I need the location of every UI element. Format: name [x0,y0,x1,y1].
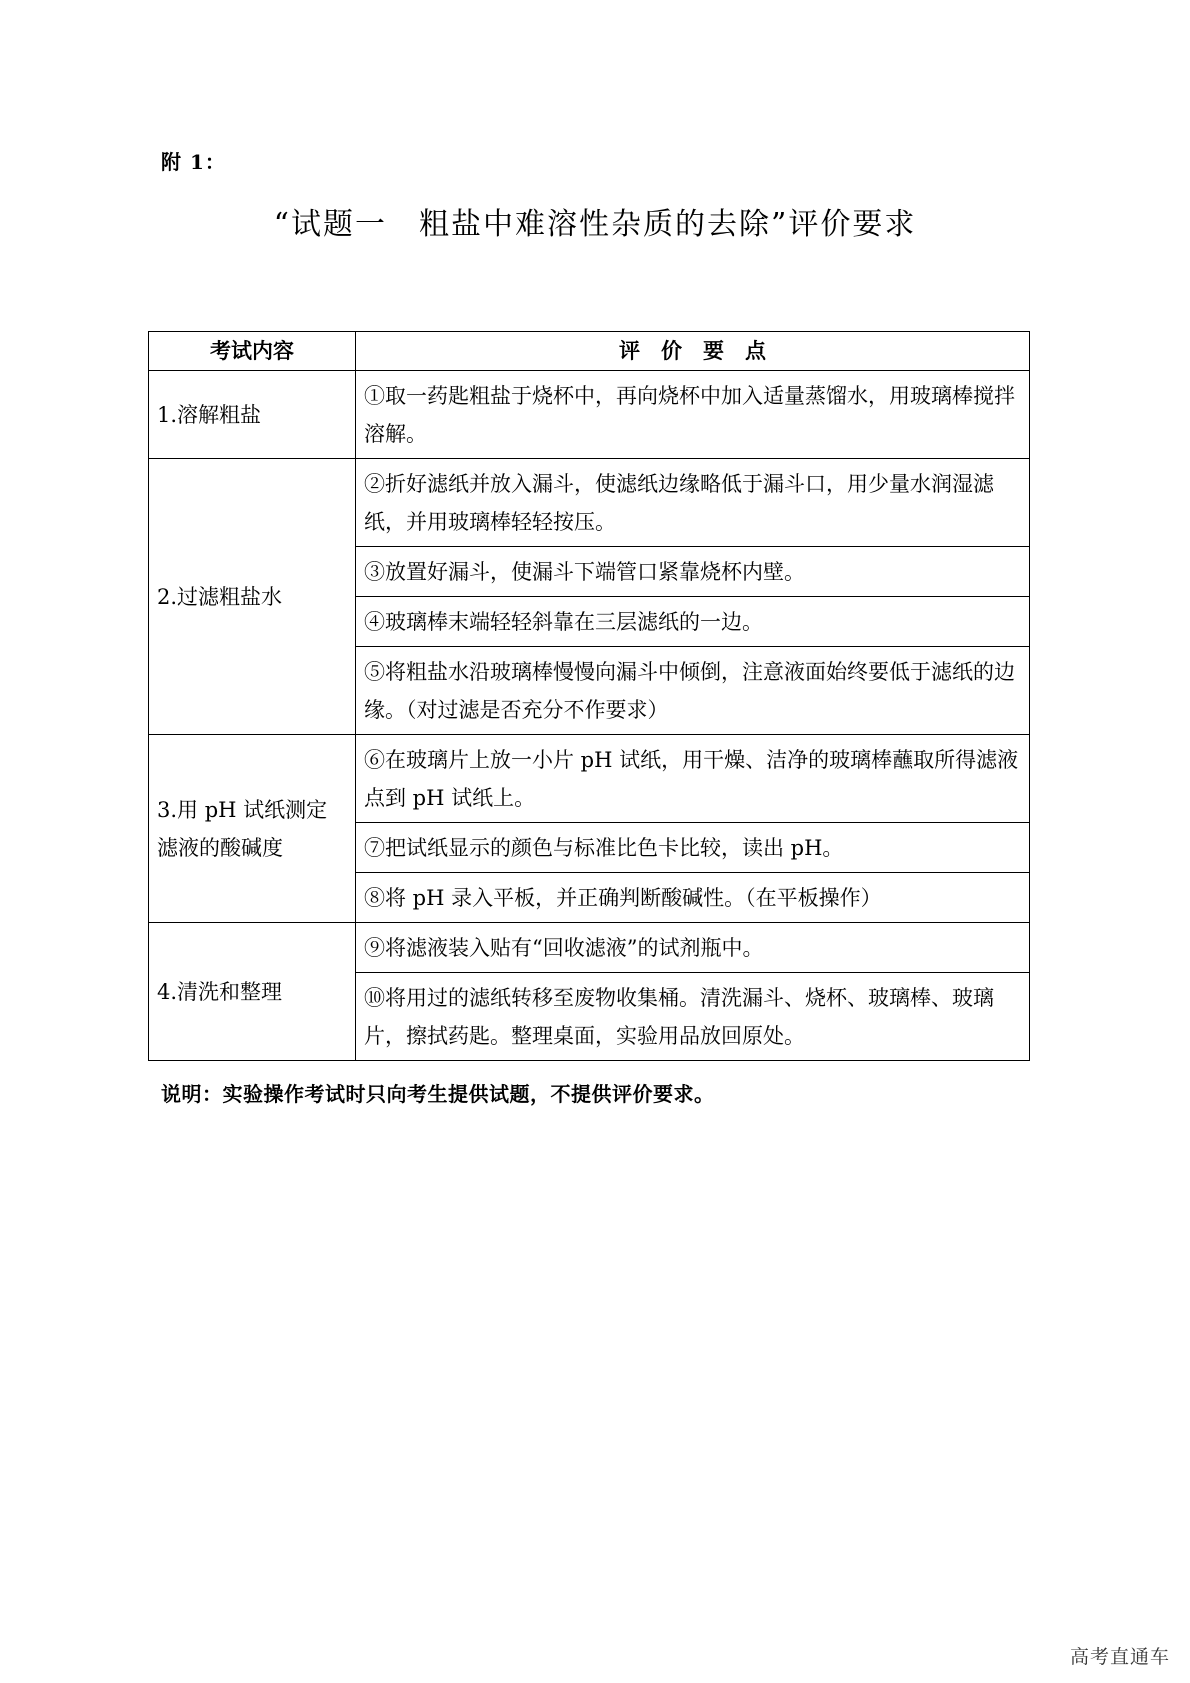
watermark-footer: 高考直通车 [1069,1646,1170,1668]
point-cell: ⑤将粗盐水沿玻璃棒慢慢向漏斗中倾倒，注意液面始终要低于滤纸的边缘。（对过滤是否充分不作要求） [356,647,1030,735]
content-cell: 3.用 pH 试纸测定滤液的酸碱度 [149,735,356,923]
point-cell: ⑦把试纸显示的颜色与标准比色卡比较，读出 pH。 [356,823,1030,873]
header-evaluation-points: 评 价 要 点 [356,332,1030,371]
point-cell: ⑥在玻璃片上放一小片 pH 试纸，用干燥、洁净的玻璃棒蘸取所得滤液点到 pH 试纸上。 [356,735,1030,823]
table-row [149,735,1030,823]
explanation-note: 说明：实验操作考试时只向考生提供试题，不提供评价要求。 [161,1082,715,1106]
point-cell: ⑨将滤液装入贴有“回收滤液”的试剂瓶中。 [356,923,1030,973]
evaluation-table [148,331,1030,1061]
point-cell: ⑩将用过的滤纸转移至废物收集桶。清洗漏斗、烧杯、玻璃棒、玻璃片，擦拭药匙。整理桌面，实验用品放回原处。 [356,973,1030,1061]
point-cell: ④玻璃棒末端轻轻斜靠在三层滤纸的一边。 [356,597,1030,647]
table-row [149,923,1030,973]
point-cell: ②折好滤纸并放入漏斗，使滤纸边缘略低于漏斗口，用少量水润湿滤纸，并用玻璃棒轻轻按压。 [356,459,1030,547]
table-row [149,459,1030,547]
point-cell: ①取一药匙粗盐于烧杯中，再向烧杯中加入适量蒸馏水，用玻璃棒搅拌溶解。 [356,371,1030,459]
table-row [149,371,1030,459]
content-cell: 1.溶解粗盐 [149,371,356,459]
table-header-row [149,332,1030,371]
header-exam-content: 考试内容 [149,332,356,371]
content-cell: 4.清洗和整理 [149,923,356,1061]
document-title: “试题一 粗盐中难溶性杂质的去除”评价要求 [273,207,917,242]
point-cell: ⑧将 pH 录入平板，并正确判断酸碱性。（在平板操作） [356,873,1030,923]
appendix-label: 附 1： [161,150,226,174]
point-cell: ③放置好漏斗，使漏斗下端管口紧靠烧杯内壁。 [356,547,1030,597]
content-cell: 2.过滤粗盐水 [149,459,356,735]
